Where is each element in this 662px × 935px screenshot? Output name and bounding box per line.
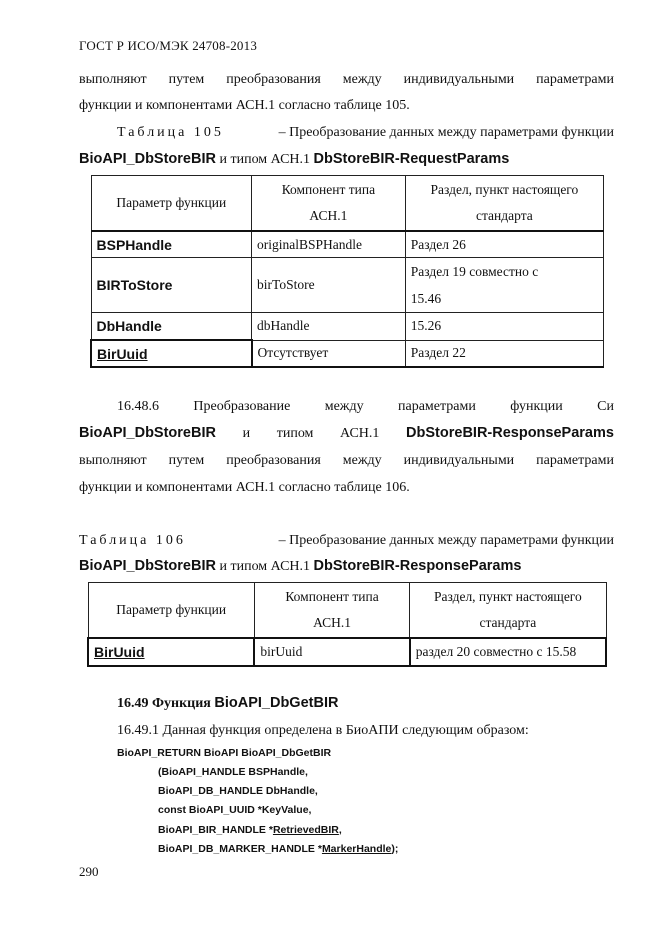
code-line-1: BioAPI_RETURN BioAPI BioAPI_DbGetBIR bbox=[117, 747, 332, 759]
table-106-header-component bbox=[254, 583, 409, 639]
table-row bbox=[91, 258, 604, 313]
section-16-49-1-paragraph: 16.49.1 Данная функция определена в БиоАПИ следующим образом: bbox=[117, 723, 529, 738]
para-word: АСН.1 bbox=[340, 426, 380, 441]
header-line: АСН.1 bbox=[309, 208, 348, 223]
para-word: и bbox=[242, 426, 251, 441]
code-text: ); bbox=[391, 843, 399, 855]
code-text: BioAPI_DB_MARKER_HANDLE * bbox=[158, 843, 322, 855]
para-word: Преобразование bbox=[193, 399, 291, 414]
param-cell: BSPHandle bbox=[91, 231, 252, 258]
para-word: Си bbox=[597, 399, 614, 414]
code-param-retrieved-bir: RetrievedBIR bbox=[272, 824, 339, 836]
table-row bbox=[88, 638, 606, 666]
table-106-function-name: BioAPI_DbStoreBIR bbox=[79, 558, 216, 574]
header-line: Компонент типа bbox=[285, 589, 379, 604]
para-word: 16.48.6 bbox=[117, 399, 159, 414]
section-16-49-heading bbox=[117, 690, 338, 717]
section-cell: Раздел 26 bbox=[405, 231, 603, 258]
document-header: ГОСТ Р ИСО/МЭК 24708-2013 bbox=[79, 38, 258, 53]
code-line-6 bbox=[158, 840, 398, 859]
table-106-header-row bbox=[88, 583, 606, 639]
component-cell: birUuid bbox=[254, 638, 409, 666]
section-cell: Раздел 22 bbox=[405, 340, 603, 367]
table-105-header-param: Параметр функции bbox=[91, 176, 252, 232]
component-cell: dbHandle bbox=[252, 313, 406, 341]
table-105-header-row bbox=[91, 176, 604, 232]
table-105-function-name: BioAPI_DbStoreBIR bbox=[79, 151, 216, 167]
heading-number: 16.49 Функция bbox=[117, 696, 215, 711]
page-number: 290 bbox=[79, 864, 99, 879]
table-105 bbox=[90, 175, 604, 368]
table-row bbox=[91, 340, 604, 367]
section-cell: 15.26 bbox=[405, 313, 603, 341]
heading-function-name: BioAPI_DbGetBIR bbox=[214, 695, 339, 711]
header-line: стандарта bbox=[479, 615, 537, 630]
header-line: стандарта bbox=[476, 208, 533, 223]
table-106-caption-text: – Преобразование данных между параметрами функции bbox=[278, 533, 614, 548]
para-word: функции bbox=[510, 399, 563, 414]
table-106-type-name: DbStoreBIR-ResponseParams bbox=[313, 558, 522, 574]
table-106-header-param: Параметр функции bbox=[88, 583, 254, 639]
table-105-caption-mid: и типом АСН.1 bbox=[215, 152, 314, 167]
param-cell: DbHandle bbox=[91, 313, 252, 341]
component-cell: Отсутствует bbox=[252, 340, 406, 367]
code-param-marker-handle: MarkerHandle bbox=[321, 843, 392, 855]
para-16486-line-4: функции и компонентами АСН.1 согласно таблице 106. bbox=[79, 480, 410, 495]
header-line: Раздел, пункт настоящего bbox=[434, 589, 582, 604]
table-105-header-component bbox=[252, 176, 406, 232]
table-105-caption-line-1 bbox=[117, 119, 614, 146]
section-line: 15.46 bbox=[410, 291, 442, 306]
section-line: Раздел 19 совместно с bbox=[410, 264, 539, 279]
para-16486-line-2 bbox=[79, 420, 614, 447]
table-105-label: Таблица 105 bbox=[117, 125, 224, 140]
table-row bbox=[91, 313, 604, 341]
header-line: Раздел, пункт настоящего bbox=[430, 182, 579, 197]
code-line-5 bbox=[158, 821, 342, 840]
table-105-caption-line-2 bbox=[79, 146, 509, 173]
para-16486-line-1 bbox=[117, 393, 614, 420]
table-106-caption-line-2 bbox=[79, 553, 521, 580]
param-cell: BirUuid bbox=[88, 638, 254, 666]
table-106-caption-line-1 bbox=[79, 527, 614, 554]
code-text: BioAPI_BIR_HANDLE * bbox=[158, 824, 273, 836]
table-106-caption-mid: и типом АСН.1 bbox=[215, 559, 314, 574]
para-16486-line-3: выполняют путем преобразования между индивидуальными параметрами bbox=[79, 453, 614, 468]
table-106 bbox=[87, 582, 607, 667]
code-line-3: BioAPI_DB_HANDLE DbHandle, bbox=[158, 785, 318, 797]
param-cell: BIRToStore bbox=[91, 258, 252, 313]
para-word: между bbox=[324, 399, 364, 414]
para-word: типом bbox=[276, 426, 314, 441]
type-name: DbStoreBIR-ResponseParams bbox=[406, 425, 614, 441]
table-105-type-name: DbStoreBIR-RequestParams bbox=[313, 151, 510, 167]
table-106-label: Таблица 106 bbox=[79, 533, 186, 548]
table-row bbox=[91, 231, 604, 258]
para-word: параметрами bbox=[398, 399, 476, 414]
function-name: BioAPI_DbStoreBIR bbox=[79, 425, 216, 441]
component-cell: birToStore bbox=[252, 258, 406, 313]
code-text: , bbox=[338, 824, 342, 836]
intro-line-1: выполняют путем преобразования между индивидуальными параметрами bbox=[79, 72, 614, 87]
header-line: АСН.1 bbox=[313, 615, 352, 630]
header-line: Компонент типа bbox=[281, 182, 376, 197]
section-cell bbox=[405, 258, 603, 313]
code-line-4: const BioAPI_UUID *KeyValue, bbox=[158, 804, 312, 816]
component-cell: originalBSPHandle bbox=[252, 231, 406, 258]
code-line-2: (BioAPI_HANDLE BSPHandle, bbox=[158, 766, 308, 778]
table-105-header-section bbox=[405, 176, 603, 232]
table-106-header-section bbox=[410, 583, 606, 639]
table-105-caption-text: – Преобразование данных между параметрами функции bbox=[278, 125, 614, 140]
intro-line-2: функции и компонентами АСН.1 согласно таблице 105. bbox=[79, 98, 410, 113]
section-cell: раздел 20 совместно с 15.58 bbox=[410, 638, 606, 666]
param-cell: BirUuid bbox=[91, 340, 252, 367]
